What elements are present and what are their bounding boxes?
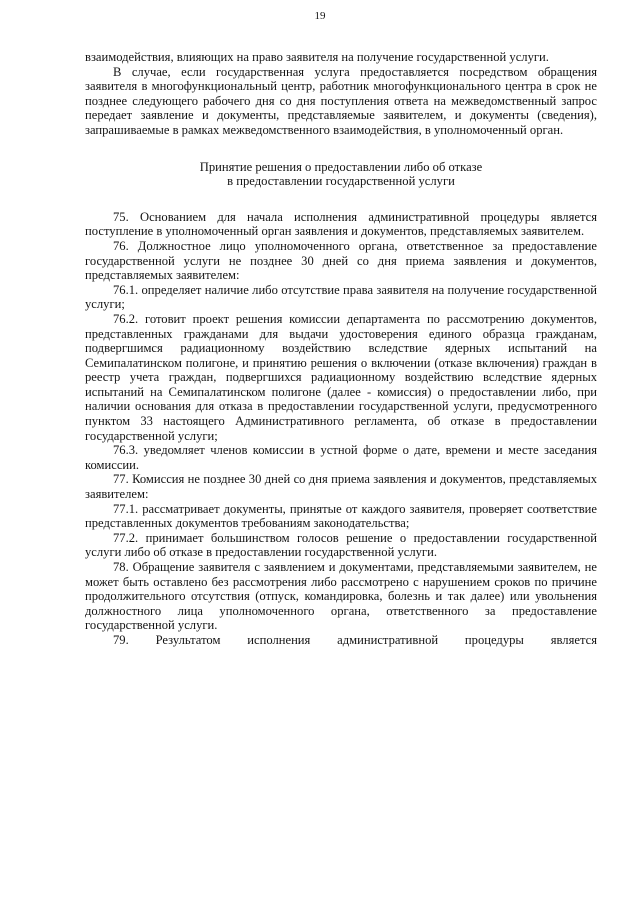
paragraph-76-3: 76.3. уведомляет членов комиссии в устной форме о дате, времени и месте заседания комиссии. [85, 443, 597, 472]
paragraph-76-2: 76.2. готовит проект решения комиссии департамента по рассмотрению документов, представленных гражданами для выдачи удостоверения единого образца гражданам, подвергшимся радиационному воздействию вследствие ядерных испытаний на Семипалатинском полигоне, и принятию решения о включении (отказе включения) граждан в реестр учета граждан, подвергшихся радиационному воздействию вследствие ядерных испытаний на Семипалатинском полигоне (далее - комиссия) о предоставлении либо, при наличии основания для отказа в предоставлении государственной услуги, предусмотренного пунктом 33 настоящего Административного регламента, об отказе в предоставлении государственной услуги; [85, 311, 597, 443]
paragraph-77: 77. Комиссия не позднее 30 дней со дня приема заявления и документов, представляемых заявителем: [85, 472, 597, 502]
paragraph-75: 75. Основанием для начала исполнения административной процедуры является поступление в уполномоченный орган заявления и документов, представляемых заявителем. [85, 209, 597, 239]
paragraph-continuation: взаимодействия, влияющих на право заявителя на получение государственной услуги. [85, 50, 549, 64]
section-heading-line-1: Принятие решения о предоставлении либо об отказе [199, 159, 483, 174]
paragraph-78: 78. Обращение заявителя с заявлением и документами, представляемыми заявителем, не может быть оставлено без рассмотрения либо рассмотрено с нарушением сроков по причине продолжительного отсутствия (отпуск, командировка, болезнь и так далее) или увольнения должностного лица уполномоченного органа, ответственного за предоставление государственной услуги. [85, 560, 597, 633]
paragraph-76: 76. Должностное лицо уполномоченного органа, ответственное за предоставление государственной услуги не позднее 30 дней со дня приема заявления и документов, представляемых заявителем: [85, 238, 597, 283]
section-heading [85, 160, 597, 189]
paragraph-mfc: В случае, если государственная услуга предоставляется посредством обращения заявителя в многофункциональный центр, работник многофункционального центра в срок не позднее следующего рабочего дня со дня поступления ответа на межведомственный запрос передает заявление и документы, представляемые заявителем, и документы (сведения), запрашиваемые в рамках межведомственного взаимодействия, в уполномоченный орган. [85, 64, 597, 137]
page-number: 19 [314, 10, 326, 22]
paragraph-79: 79. Результатом исполнения административной процедуры является [113, 632, 597, 647]
paragraph-77-1: 77.1. рассматривает документы, принятые от каждого заявителя, проверяет соответствие представленных документов требованиям законодательства; [85, 501, 597, 531]
page-body [85, 50, 597, 648]
paragraph-76-1: 76.1. определяет наличие либо отсутствие права заявителя на получение государственной услуги; [85, 282, 597, 312]
section-heading-line-2: в предоставлении государственной услуги [227, 174, 455, 189]
paragraph-77-2: 77.2. принимает большинством голосов решение о предоставлении государственной услуги либо об отказе в предоставлении государственной услуги. [85, 530, 597, 560]
